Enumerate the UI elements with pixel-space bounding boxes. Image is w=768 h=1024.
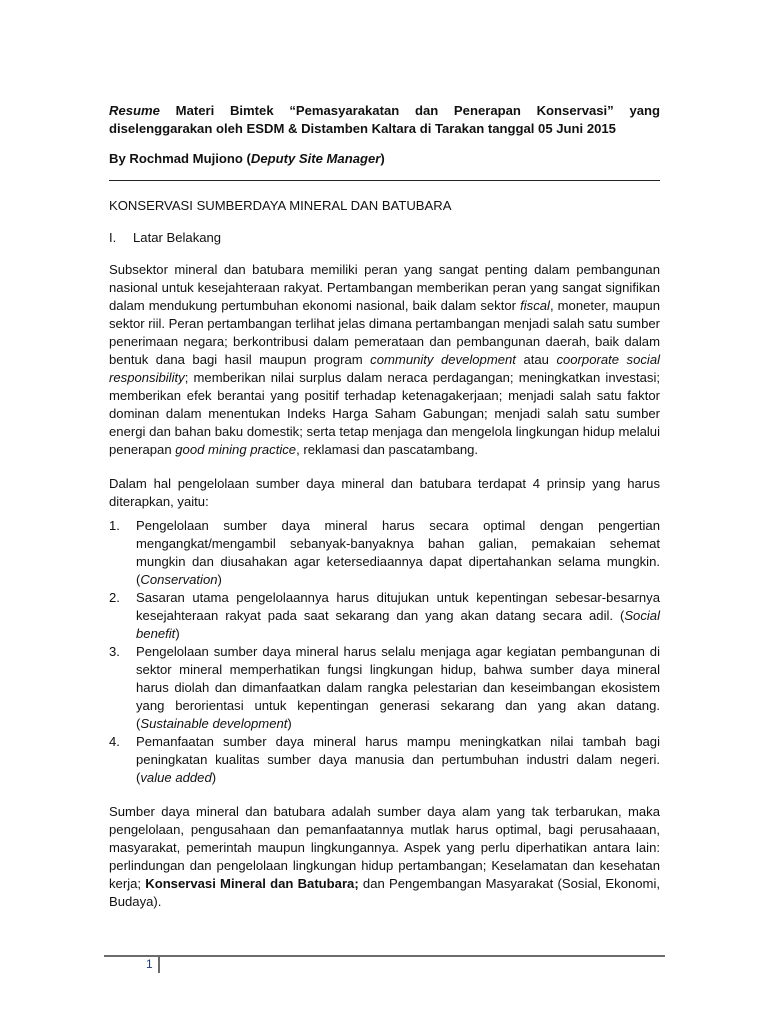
list-item-tag: Sustainable development xyxy=(140,716,288,731)
footer-divider xyxy=(104,955,665,957)
list-item-text xyxy=(136,733,660,787)
para1-community-development: community development xyxy=(370,352,516,367)
list-item-close: ) xyxy=(287,716,292,731)
para1-part-e: , reklamasi dan pascatambang. xyxy=(296,442,479,457)
list-item-tag: value added xyxy=(140,770,212,785)
list-item xyxy=(109,733,660,787)
section-title: KONSERVASI SUMBERDAYA MINERAL DAN BATUBARA xyxy=(109,198,452,213)
paragraph-principles-intro: Dalam hal pengelolaan sumber daya mineral dan batubara terdapat 4 prinsip yang harus diterapkan, yaitu: xyxy=(109,476,660,509)
list-item-close: ) xyxy=(175,626,180,641)
document-body xyxy=(109,102,660,911)
para1-fiscal: fiscal xyxy=(520,298,550,313)
page-number: 1 xyxy=(146,957,153,971)
para1-part-d: ; memberikan nilai surplus dalam neraca perdagangan; meningkatkan investasi; memberikan efek berantai yang positif terhadap ketenagakerjaan; menjadi salah satu faktor dominan dalam menentukan Indeks Harga Saham Gabungan; menjadi salah satu sumber energi dan bahan baku domestik; serta tetap menjaga dan mengelola lingkungan hidup melalui penerapan xyxy=(109,370,660,457)
list-item xyxy=(109,643,660,733)
list-item-number: 1. xyxy=(109,518,120,533)
list-item-tag: Social benefit xyxy=(136,608,660,641)
subsection-heading xyxy=(109,229,660,247)
page-number-bar xyxy=(158,957,160,973)
byline-role: Deputy Site Manager xyxy=(250,151,381,166)
list-item-body: Pemanfaatan sumber daya mineral harus mampu meningkatkan nilai tambah bagi peningkatan kualitas sumber daya manusia dan pertumbuhan industri dalam negeri. ( xyxy=(136,734,660,785)
paragraph-background xyxy=(109,261,660,459)
document-title xyxy=(109,102,660,138)
para3-part-a: Sumber daya mineral dan batubara adalah sumber daya alam yang tak terbarukan, maka pengelolaan, pengusahaan dan pemanfaatannya mutlak harus optimal, bagi perusahaaan, masyarakat, pemerintah maupun lingkungannya. Aspek yang perlu diperhatikan antara lain: perlindungan dan pengelolaan lingkungan hidup pertambangan; Keselamatan dan kesehatan kerja; xyxy=(109,804,660,891)
paragraph-resources xyxy=(109,803,660,911)
list-item xyxy=(109,589,660,643)
list-item-close: ) xyxy=(217,572,222,587)
header-divider xyxy=(109,180,660,181)
principles-list xyxy=(109,517,660,787)
para1-part-b: , moneter, maupun sektor riil. Peran pertambangan terlihat jelas dimana pertambangan menjadi salah satu sumber penerimaan negara; berkontribusi dalam pemerataan dan pembangunan daerah, baik dalam bentuk dana bagi hasil maupun program xyxy=(109,298,660,367)
list-item-tag: Conservation xyxy=(140,572,218,587)
resume-word: Resume xyxy=(109,103,160,118)
list-item-body: Pengelolaan sumber daya mineral harus selalu menjaga agar kegiatan pembangunan di sektor mineral memperhatikan fungsi lingkungan hidup, bahwa sumber daya mineral harus diolah dan dimanfaatkan dalam rangka pelestarian dan keseimbangan ekosistem yang berorientasi untuk kepentingan generasi sekarang dan yang akan datang. ( xyxy=(136,644,660,731)
list-item-text xyxy=(136,589,660,643)
author-byline xyxy=(109,150,660,168)
list-item xyxy=(109,517,660,589)
byline-name: By Rochmad Mujiono ( xyxy=(109,151,251,166)
para3-bold-konservasi: Konservasi Mineral dan Batubara; xyxy=(145,876,359,891)
para1-csr: coorporate social responsibility xyxy=(109,352,661,385)
para1-part-c: atau xyxy=(515,352,557,367)
list-item-text xyxy=(136,643,660,733)
list-item-body: Pengelolaan sumber daya mineral harus secara optimal dengan pengertian mengangkat/mengambil sebanyak-banyaknya bahan galian, pemakaian sehemat mungkin dan diusahakan agar ketersediaannya dapat dipertahankan selama mungkin. ( xyxy=(136,518,660,587)
list-item-body: Sasaran utama pengelolaannya harus ditujukan untuk kepentingan sebesar-besarnya kesejahteraan rakyat pada saat sekarang dan yang akan datang secara adil. ( xyxy=(136,590,660,623)
list-item-number: 2. xyxy=(109,590,120,605)
byline-close: ) xyxy=(380,151,385,166)
list-item-number: 3. xyxy=(109,644,120,659)
list-item-close: ) xyxy=(211,770,217,785)
subsection-number: I. xyxy=(109,230,117,245)
list-item-number: 4. xyxy=(109,734,120,749)
para3-part-b: dan Pengembangan Masyarakat (Sosial, Ekonomi, Budaya). xyxy=(109,876,660,909)
list-item-text xyxy=(136,517,660,589)
para1-part-a: Subsektor mineral dan batubara memiliki peran yang sangat penting dalam pembangunan nasional untuk kesejahteraan rakyat. Pertambangan memberikan peran yang sangat signifikan dalam mendukung pertumbuhan ekonomi nasional, baik dalam sektor xyxy=(109,262,660,313)
subsection-title: Latar Belakang xyxy=(133,230,222,245)
title-text: Materi Bimtek “Pemasyarakatan dan Penerapan Konservasi” yang diselenggarakan oleh ESDM & Distamben Kaltara di Tarakan tanggal 05 Juni 2015 xyxy=(109,103,661,136)
para1-good-mining-practice: good mining practice xyxy=(175,442,297,457)
